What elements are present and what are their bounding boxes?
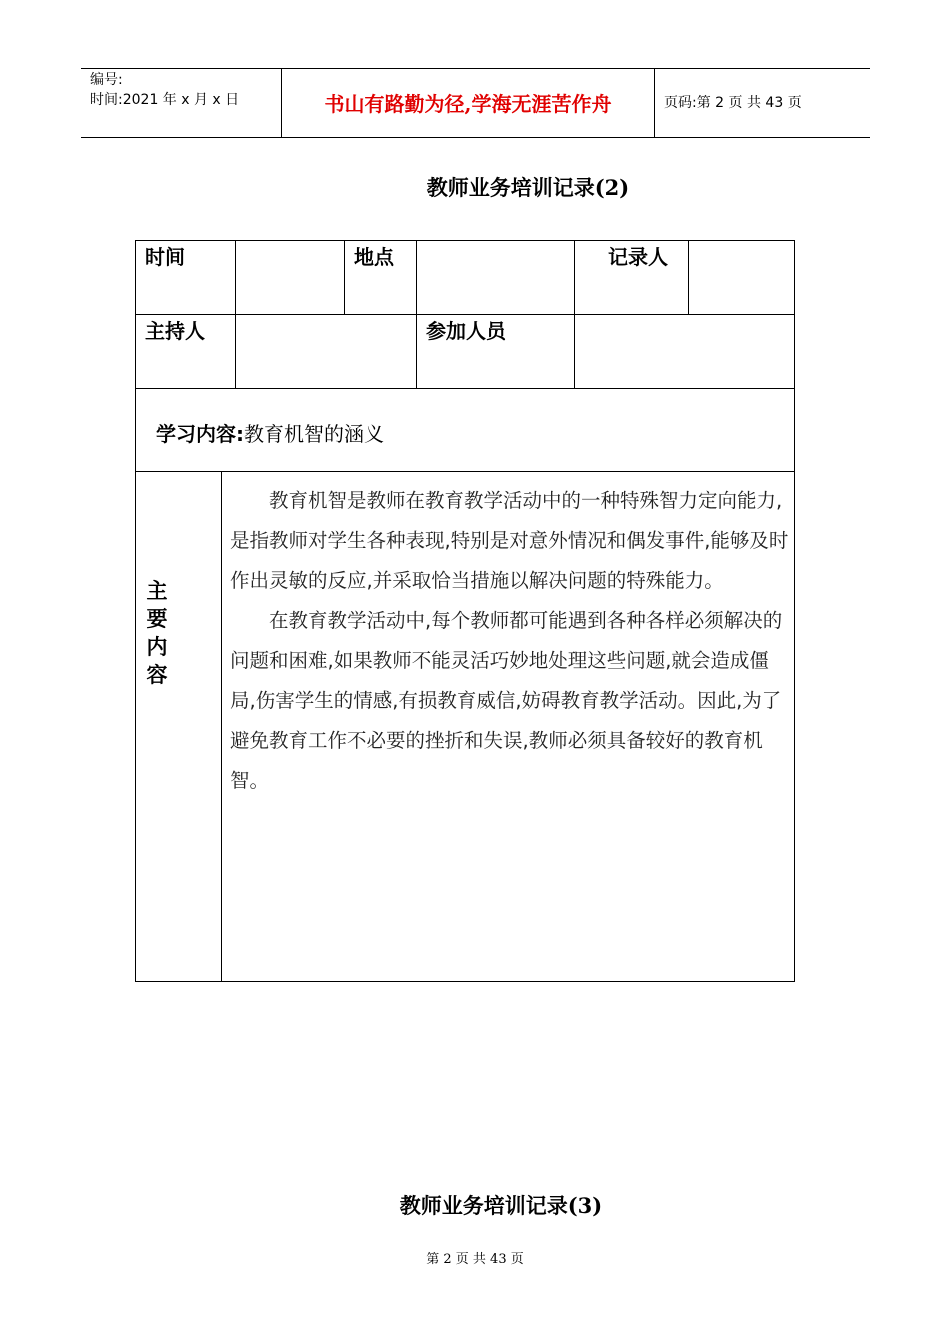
- main-content-text: [230, 481, 790, 801]
- motto-text: 书山有路勤为径,学海无涯苦作舟: [324, 92, 612, 116]
- document-header: [81, 68, 870, 138]
- serial-number-label: 编号:: [90, 72, 123, 88]
- main-content-label: [144, 577, 170, 689]
- col-divider: [235, 241, 236, 388]
- col-divider: [416, 241, 417, 388]
- col-divider: [574, 241, 575, 388]
- page-footer: 第 2 页 共 43 页: [426, 1252, 524, 1267]
- host-label: 主持人: [145, 319, 205, 343]
- main-content-char: 内: [146, 635, 168, 659]
- date-label: 时间:2021 年 x 月 x 日: [90, 92, 240, 108]
- header-motto-cell: [281, 69, 655, 137]
- col-divider: [688, 241, 689, 314]
- content-paragraph: 教育机智是教师在教育教学活动中的一种特殊智力定向能力,是指教师对学生各种表现,特别是对意外情况和偶发事件,能够及时作出灵敏的反应,并采取恰当措施以解决问题的特殊能力。: [230, 489, 789, 592]
- page-info: 页码:第 2 页 共 43 页: [664, 95, 802, 111]
- place-label: 地点: [354, 245, 394, 269]
- header-meta-cell: [81, 69, 281, 137]
- col-divider: [221, 471, 222, 982]
- next-record-title: 教师业务培训记录(3): [399, 1193, 603, 1218]
- header-page-cell: [655, 69, 870, 137]
- time-label: 时间: [145, 245, 185, 269]
- row-divider: [136, 471, 794, 472]
- participants-label: 参加人员: [426, 319, 506, 343]
- study-content-label: 学习内容:: [156, 422, 244, 446]
- study-content-row: [156, 419, 384, 449]
- training-record-table: [135, 240, 795, 982]
- main-content-char: 要: [146, 607, 168, 631]
- main-content-char: 主: [146, 579, 168, 603]
- study-content-value: 教育机智的涵义: [244, 422, 384, 446]
- content-paragraph: 在教育教学活动中,每个教师都可能遇到各种各样必须解决的问题和困难,如果教师不能灵活巧妙地处理这些问题,就会造成僵局,伤害学生的情感,有损教育威信,妨碍教育教学活动。因此,为了避免教育工作不必要的挫折和失误,教师必须具备较好的教育机智。: [230, 609, 783, 792]
- main-content-char: 容: [146, 663, 168, 687]
- recorder-label: 记录人: [608, 245, 668, 269]
- row-divider: [136, 388, 794, 389]
- col-divider: [344, 241, 345, 314]
- record-title: 教师业务培训记录(2): [426, 175, 630, 200]
